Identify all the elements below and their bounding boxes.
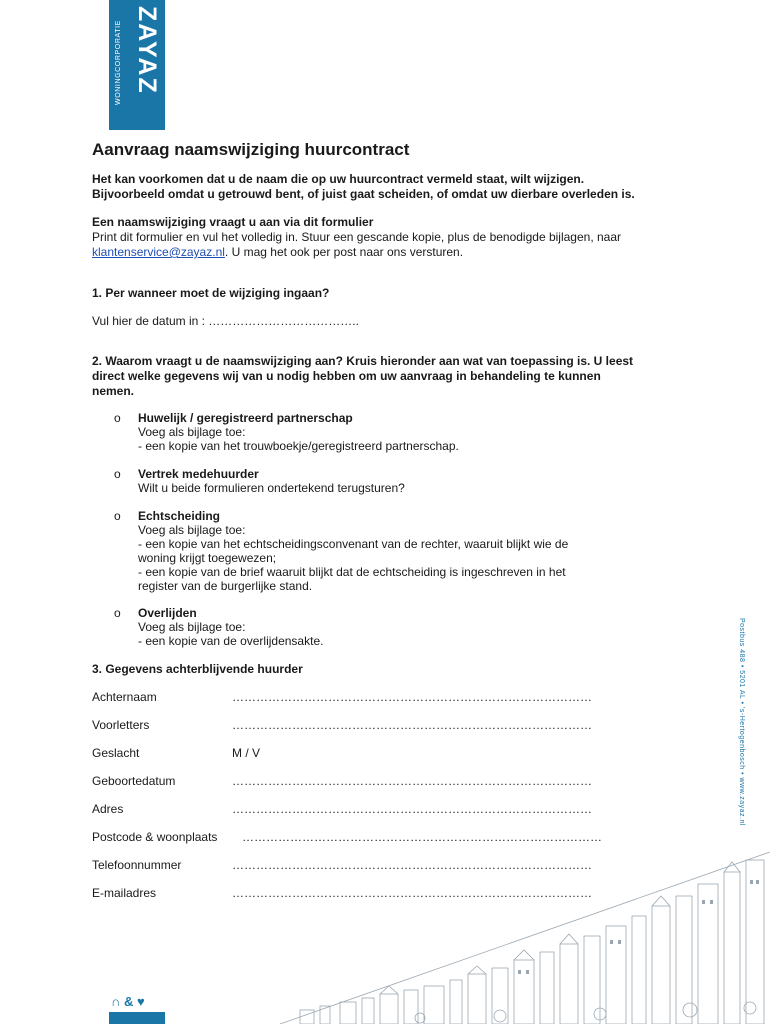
field-label: Telefoonnummer [92,858,182,872]
field-input-line[interactable]: ……………………………………………………………………………… [232,886,592,900]
intro-line-1: Het kan voorkomen dat u de naam die op uw huurcontract vermeld staat, wilt wijzigen. [92,172,585,186]
city-illustration [280,840,770,1024]
request-line-1: Print dit formulier en vul het volledig in. Stuur een gescande kopie, plus de benodigde bijlagen, naar [92,230,622,244]
section-2-heading-line-3: nemen. [92,384,135,398]
field-achternaam [92,690,652,706]
email-link[interactable]: klantenservice@zayaz.nl [92,245,225,259]
option-title: Overlijden [138,606,197,620]
field-input-line[interactable]: ……………………………………………………………………………… [232,858,592,872]
section-1-heading: 1. Per wanneer moet de wijziging ingaan? [92,286,330,300]
option-line: register van de burgerlijke stand. [138,579,313,593]
section-3-heading: 3. Gegevens achterblijvende huurder [92,662,303,676]
option-line: Voeg als bijlage toe: [138,425,246,439]
option-line: woning krijgt toegewezen; [138,551,277,565]
option-checkbox[interactable]: o [114,467,121,481]
field-voorletters [92,718,652,734]
field-input-line[interactable]: ……………………………………………………………………………… [232,718,592,732]
intro-line-2: Bijvoorbeeld omdat u getrouwd bent, of juist gaat scheiden, of omdat uw dierbare overleden is. [92,187,635,201]
field-label: Geslacht [92,746,140,760]
page-title: Aanvraag naamswijziging huurcontract [92,140,410,159]
field-input-line[interactable]: ……………………………………………………………………………… [232,690,592,704]
logo-subtitle: WONINGCORPORATIE [115,20,122,106]
field-geslacht [92,746,652,762]
date-row [92,314,692,329]
section-2-heading-line-1: 2. Waarom vraagt u de naamswijziging aan? Kruis hieronder aan wat van toepassing is. U leest [92,354,634,368]
field-input-line[interactable]: ……………………………………………………………………………… [242,830,602,844]
field-label: E-mailadres [92,886,157,900]
field-adres [92,802,652,818]
option-line: - een kopie van de overlijdensakte. [138,634,324,648]
request-heading: Een naamswijziging vraagt u aan via dit formulier [92,215,374,229]
request-line-2-rest: . U mag het ook per post naar ons versturen. [224,245,464,259]
option-title: Echtscheiding [138,509,221,523]
option-line: Voeg als bijlage toe: [138,620,246,634]
sidebar-contact-text: Postbus 488 • 5201 AL • 's-Hertogenbosch • www.zayaz.nl [738,618,745,826]
section-2-heading-line-2: direct welke gegevens wij van u nodig hebben om uw aanvraag in behandeling te kunnen [92,369,601,383]
zayaz-logo [109,0,165,130]
field-label: Achternaam [92,690,157,704]
option-line: Voeg als bijlage toe: [138,523,246,537]
option-line: - een kopie van het trouwboekje/geregistreerd partnerschap. [138,439,459,453]
option-title: Huwelijk / geregistreerd partnerschap [138,411,353,425]
field-input-line[interactable]: ……………………………………………………………………………… [232,802,592,816]
option-checkbox[interactable]: o [114,411,121,425]
field-geboortedatum [92,774,652,790]
footer-logo-symbols: ∩ & ♥ [111,994,145,1009]
option-line: - een kopie van het echtscheidingsconvenant van de rechter, waaruit blijkt wie de [138,537,569,551]
footer-logo [109,990,169,1024]
option-title: Vertrek medehuurder [138,467,259,481]
field-label: Postcode & woonplaats [92,830,218,844]
date-input-line[interactable]: ……………………………….. [208,314,359,328]
field-label: Adres [92,802,124,816]
request-line-2 [92,245,692,260]
footer-logo-bar [109,1012,165,1024]
field-label: Voorletters [92,718,150,732]
date-label: Vul hier de datum in : [92,314,205,328]
option-line: Wilt u beide formulieren ondertekend terugsturen? [138,481,405,495]
option-checkbox[interactable]: o [114,606,121,620]
option-checkbox[interactable]: o [114,509,121,523]
gender-choice[interactable]: M / V [232,746,261,760]
logo-wordmark: ZAYAZ [133,6,161,95]
field-input-line[interactable]: ……………………………………………………………………………… [232,774,592,788]
option-line: - een kopie van de brief waaruit blijkt dat de echtscheiding is ingeschreven in het [138,565,566,579]
field-label: Geboortedatum [92,774,176,788]
